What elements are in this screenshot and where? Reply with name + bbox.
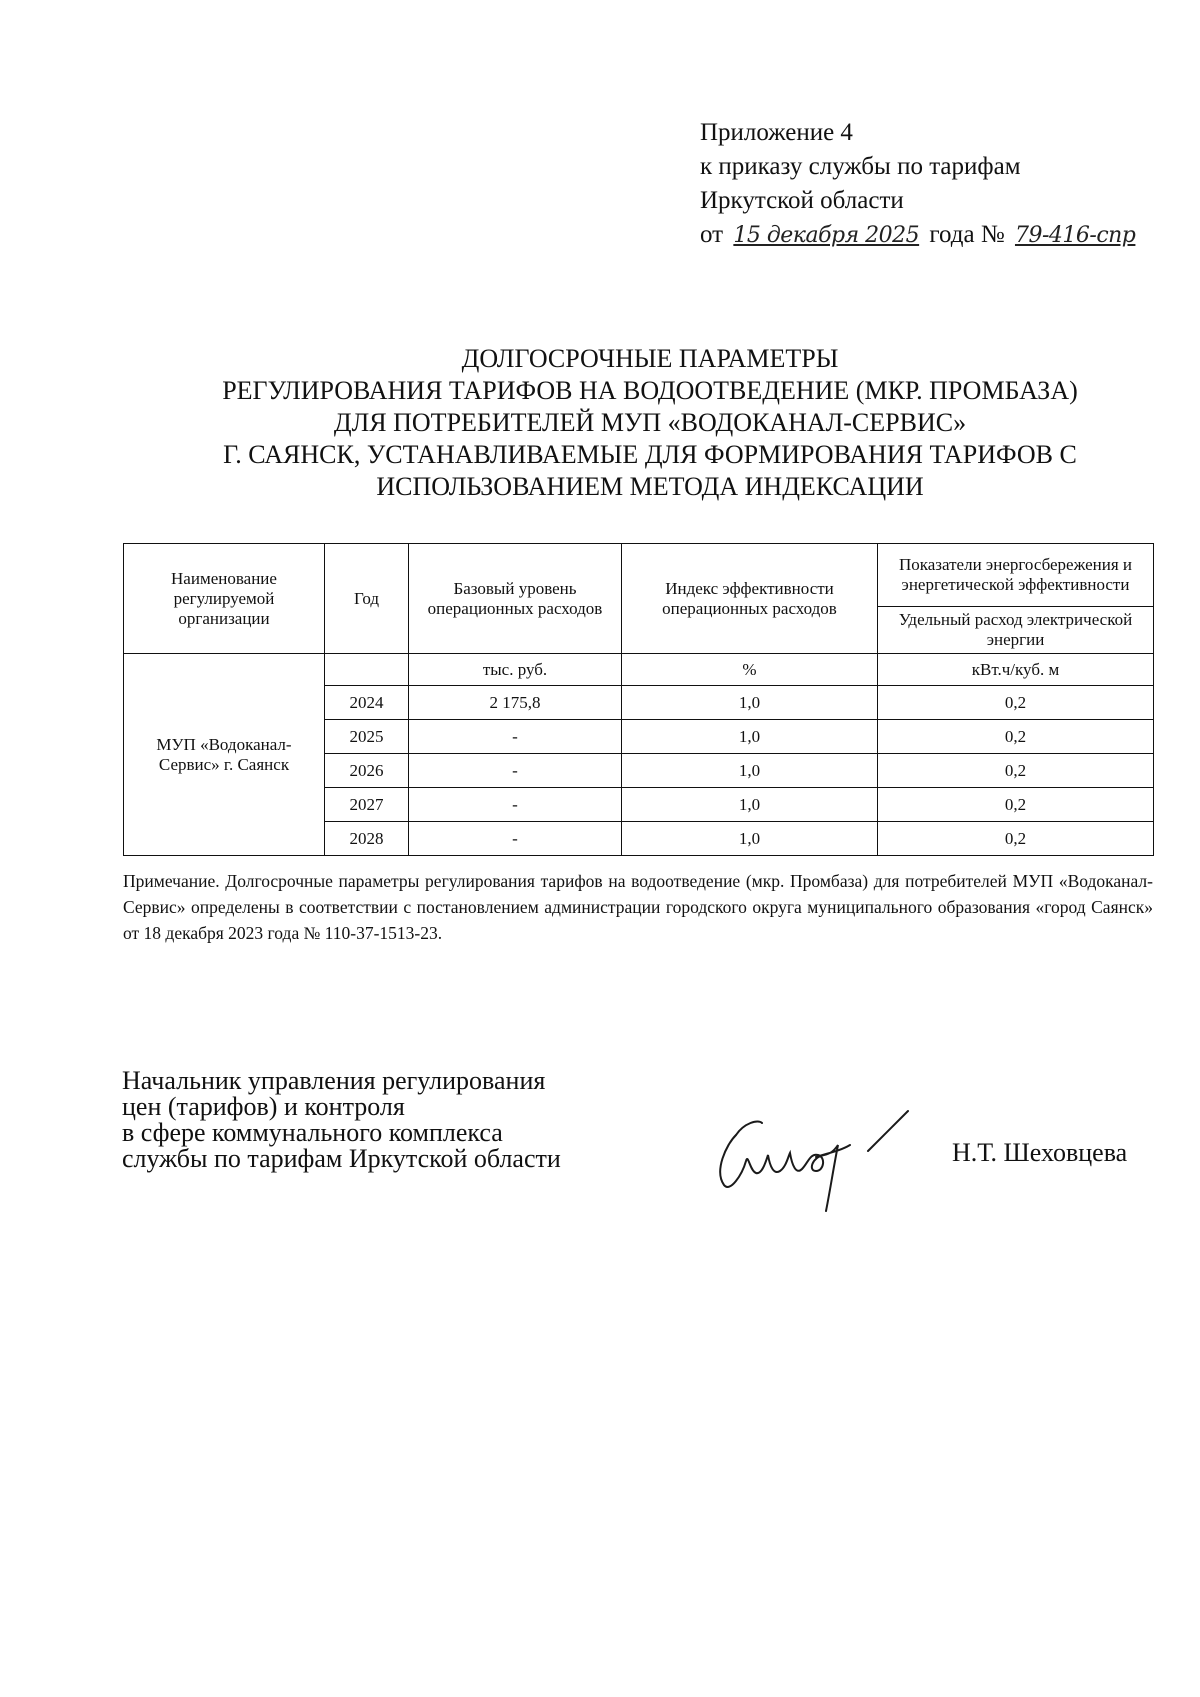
date-prefix: от xyxy=(700,221,724,248)
header-year: Год xyxy=(325,544,409,654)
appendix-block xyxy=(700,116,1139,253)
title-line-3: ДЛЯ ПОТРЕБИТЕЛЕЙ МУП «ВОДОКАНАЛ-СЕРВИС» xyxy=(333,408,967,437)
energy-cell: 0,2 xyxy=(878,788,1154,822)
header-index: Индекс эффективности операционных расходов xyxy=(622,544,878,654)
year-cell: 2025 xyxy=(325,720,409,754)
unit-energy: кВт.ч/куб. м xyxy=(878,654,1154,686)
signatory-position xyxy=(122,1068,561,1172)
index-cell: 1,0 xyxy=(622,822,878,856)
appendix-line-2: к приказу службы по тарифам xyxy=(700,153,1021,180)
handwritten-signature xyxy=(700,1105,930,1215)
header-row-1 xyxy=(124,544,1154,607)
header-energy-group: Показатели энергосбережения и энергетической эффективности xyxy=(878,544,1154,607)
base-cell: - xyxy=(409,754,622,788)
energy-cell: 0,2 xyxy=(878,822,1154,856)
appendix-date-line xyxy=(700,218,1139,253)
position-line-3: в сфере коммунального комплекса xyxy=(122,1118,503,1147)
title-line-1: ДОЛГОСРОЧНЫЕ ПАРАМЕТРЫ xyxy=(461,344,839,373)
base-cell: 2 175,8 xyxy=(409,686,622,720)
energy-cell: 0,2 xyxy=(878,720,1154,754)
index-cell: 1,0 xyxy=(622,720,878,754)
energy-cell: 0,2 xyxy=(878,754,1154,788)
document-title xyxy=(150,343,1150,503)
year-word: года № xyxy=(929,221,1005,248)
parameters-table xyxy=(123,543,1154,856)
year-cell: 2024 xyxy=(325,686,409,720)
index-cell: 1,0 xyxy=(622,788,878,822)
appendix-line-1: Приложение 4 xyxy=(700,119,853,146)
org-name-cell: МУП «Водоканал-Сервис» г. Саянск xyxy=(124,654,325,856)
title-line-2: РЕГУЛИРОВАНИЯ ТАРИФОВ НА ВОДООТВЕДЕНИЕ (МКР. ПРОМБАЗА) xyxy=(222,376,1078,405)
energy-cell: 0,2 xyxy=(878,686,1154,720)
title-line-5: ИСПОЛЬЗОВАНИЕМ МЕТОДА ИНДЕКСАЦИИ xyxy=(376,472,924,501)
year-cell: 2028 xyxy=(325,822,409,856)
header-energy: Удельный расход электрической энергии xyxy=(878,607,1154,654)
signatory-name: Н.Т. Шеховцева xyxy=(952,1138,1128,1167)
units-row xyxy=(124,654,1154,686)
index-cell: 1,0 xyxy=(622,754,878,788)
position-line-2: цен (тарифов) и контроля xyxy=(122,1092,405,1121)
base-cell: - xyxy=(409,788,622,822)
year-cell: 2027 xyxy=(325,788,409,822)
base-cell: - xyxy=(409,720,622,754)
title-line-4: Г. САЯНСК, УСТАНАВЛИВАЕМЫЕ ДЛЯ ФОРМИРОВАНИЯ ТАРИФОВ С xyxy=(223,440,1077,469)
unit-index: % xyxy=(622,654,878,686)
handwritten-date: 15 декабря 2025 xyxy=(733,223,920,248)
header-base: Базовый уровень операционных расходов xyxy=(409,544,622,654)
index-cell: 1,0 xyxy=(622,686,878,720)
header-org: Наименование регулируемой организации xyxy=(124,544,325,654)
unit-base: тыс. руб. xyxy=(409,654,622,686)
year-cell: 2026 xyxy=(325,754,409,788)
handwritten-order-number: 79-416-спр xyxy=(1014,223,1136,248)
base-cell: - xyxy=(409,822,622,856)
unit-year-empty xyxy=(325,654,409,686)
position-line-1: Начальник управления регулирования xyxy=(122,1066,546,1095)
appendix-line-3: Иркутской области xyxy=(700,187,904,214)
position-line-4: службы по тарифам Иркутской области xyxy=(122,1144,561,1173)
footnote: Примечание. Долгосрочные параметры регулирования тарифов на водоотведение (мкр. Промбаза) для потребителей МУП «Водоканал-Сервис» определены в соответствии с постановлением администрации городского округа муниципального образования «город Саянск» от 18 декабря 2023 года № 110-37-1513-23. xyxy=(123,871,1153,943)
